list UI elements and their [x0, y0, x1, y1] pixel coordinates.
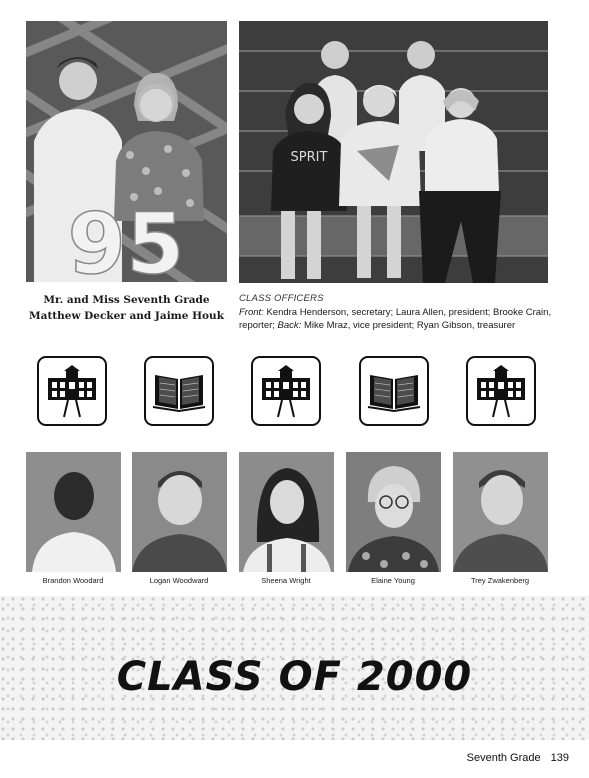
student-portrait — [346, 452, 441, 572]
officers-caption — [239, 292, 554, 333]
school-building-icon — [466, 356, 536, 426]
officers-caption-body — [239, 306, 554, 333]
student-portrait — [453, 452, 548, 572]
student-portrait — [132, 452, 227, 572]
open-book-icon — [144, 356, 214, 426]
class-officers-photo — [239, 21, 548, 283]
royalty-caption — [26, 292, 227, 324]
footer-section: Seventh Grade — [466, 752, 541, 764]
officers-front-text: Kendra Henderson, secretary; Laura Allen, president; Brooke Crain, reporter; — [239, 306, 552, 331]
class-of-headline: CLASS OF 2000 — [116, 654, 473, 700]
student-name: Trey Zwakenberg — [470, 576, 530, 585]
student-portrait — [26, 452, 121, 572]
student-name: Logan Woodward — [149, 576, 209, 585]
royalty-photo — [26, 21, 227, 282]
officers-front-label: Front: — [239, 306, 264, 318]
student-portrait — [239, 452, 334, 572]
officers-back-text: Mike Mraz, vice president; Ryan Gibson, treasurer — [301, 320, 516, 331]
officers-shirt-text: SPRIT — [290, 150, 328, 165]
student-name: Sheena Wright — [261, 576, 311, 585]
school-building-icon — [251, 356, 321, 426]
officers-caption-title: CLASS OFFICERS — [239, 293, 324, 304]
page-footer — [467, 752, 569, 764]
student-name: Brandon Woodard — [42, 576, 104, 585]
page-number: 139 — [550, 752, 569, 764]
officers-back-label: Back: — [274, 320, 302, 331]
student-name: Elaine Young — [371, 576, 415, 585]
open-book-icon — [359, 356, 429, 426]
royalty-95-prop: 95 — [67, 195, 185, 282]
school-building-icon — [37, 356, 107, 426]
royalty-caption-line2: Matthew Decker and Jaime Houk — [29, 310, 224, 322]
royalty-caption-line1: Mr. and Miss Seventh Grade — [43, 294, 210, 306]
